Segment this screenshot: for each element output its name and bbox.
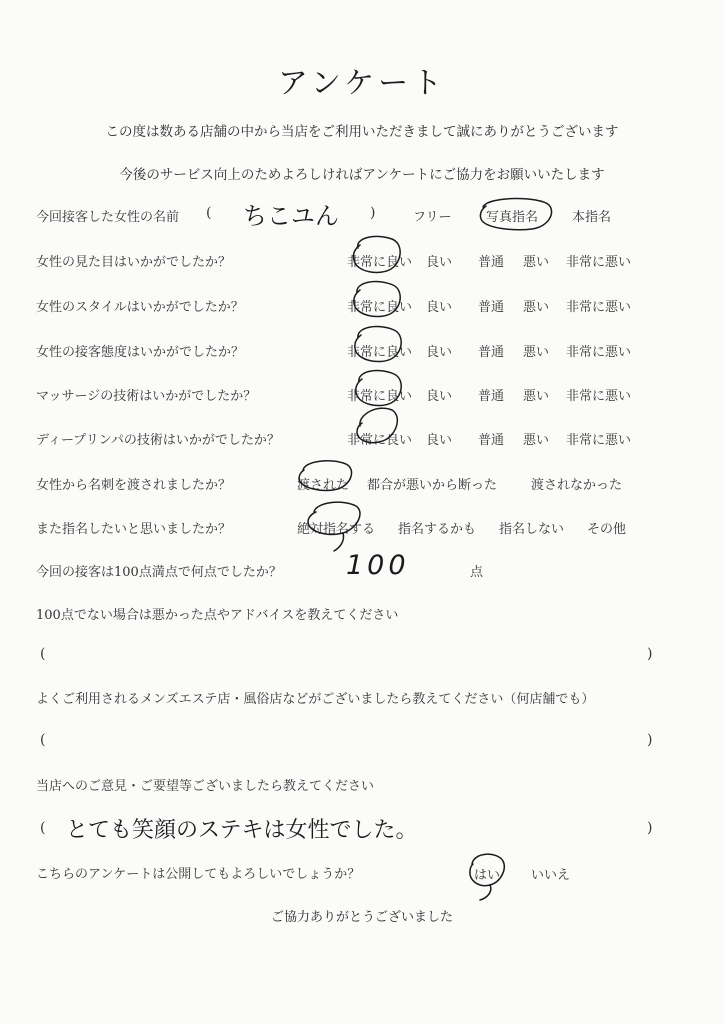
other-shops-paren-close: ) bbox=[647, 732, 653, 748]
card-option-received[interactable]: 渡された bbox=[297, 478, 350, 493]
rating-option-average[interactable]: 普通 bbox=[478, 255, 505, 270]
handwritten-feedback[interactable]: とても笑顔のステキは女性でした。 bbox=[66, 818, 418, 843]
rebook-question-label: また指名したいと思いましたか？ bbox=[36, 522, 232, 537]
feedback-question-label: 当店へのご意見・ご要望等ございましたら教えてください bbox=[36, 779, 375, 794]
selection-circle-lymph bbox=[357, 408, 397, 442]
selection-circle-appearance bbox=[353, 236, 400, 272]
other-shops-question-label: よくご利用されるメンズエステ店・風俗店などがございましたら教えてください（何店舗でも） bbox=[36, 692, 595, 707]
rating-option-good[interactable]: 良い bbox=[426, 433, 453, 448]
rating-option-very-bad[interactable]: 非常に悪い bbox=[566, 345, 632, 360]
score-unit: 点 bbox=[470, 565, 484, 580]
score-question-label: 今回の接客は100点満点で何点でしたか？ bbox=[36, 565, 282, 580]
name-option-regular[interactable]: 本指名 bbox=[572, 210, 612, 225]
name-question-label: 今回接客した女性の名前 bbox=[36, 210, 180, 225]
rating-option-very-bad[interactable]: 非常に悪い bbox=[566, 433, 632, 448]
name-option-free[interactable]: フリー bbox=[413, 210, 452, 225]
closing-message: ご協力ありがとうございました bbox=[270, 910, 453, 925]
card-option-not-received[interactable]: 渡されなかった bbox=[531, 478, 623, 493]
intro-line-2: 今後のサービス向上のためよろしければアンケートにご協力をお願いいたします bbox=[119, 167, 605, 183]
rating-question: 女性のスタイルはいかがでしたか？ bbox=[36, 300, 244, 315]
rating-option-bad[interactable]: 悪い bbox=[523, 345, 550, 360]
rating-option-average[interactable]: 普通 bbox=[478, 300, 505, 315]
rating-option-average[interactable]: 普通 bbox=[478, 389, 505, 404]
selection-circle-rebook-tail bbox=[334, 533, 344, 551]
rating-question: ディープリンパの技術はいかがでしたか？ bbox=[36, 433, 280, 448]
rating-option-very-bad[interactable]: 非常に悪い bbox=[566, 389, 632, 404]
feedback-paren-close: ) bbox=[647, 820, 653, 836]
handwritten-name[interactable]: ちこユん bbox=[243, 202, 339, 230]
rating-option-bad[interactable]: 悪い bbox=[523, 389, 550, 404]
rating-option-very-good[interactable]: 非常に良い bbox=[347, 389, 413, 404]
selection-circle-rebook bbox=[308, 502, 360, 534]
rating-option-very-bad[interactable]: 非常に悪い bbox=[566, 300, 632, 315]
rating-question: 女性の見た目はいかがでしたか？ bbox=[36, 255, 232, 270]
rating-option-good[interactable]: 良い bbox=[426, 345, 453, 360]
other-shops-paren-open: ( bbox=[40, 732, 46, 748]
name-option-photo[interactable]: 写真指名 bbox=[486, 210, 539, 225]
advice-paren-close: ) bbox=[647, 646, 653, 662]
selection-circle-publish-tail bbox=[480, 885, 491, 900]
rating-option-good[interactable]: 良い bbox=[426, 255, 453, 270]
intro-line-1: この度は数ある店舗の中から当店をご利用いただきまして誠にありがとうございます bbox=[105, 124, 619, 140]
advice-question-label: 100点でない場合は悪かった点やアドバイスを教えてください bbox=[36, 608, 399, 623]
feedback-paren-open: ( bbox=[40, 820, 46, 836]
rating-question: マッサージの技術はいかがでしたか？ bbox=[36, 389, 257, 404]
rating-option-very-good[interactable]: 非常に良い bbox=[347, 300, 413, 315]
publish-option-yes[interactable]: はい bbox=[474, 868, 501, 883]
card-option-declined[interactable]: 都合が悪いから断った bbox=[367, 478, 498, 493]
advice-paren-open: ( bbox=[40, 646, 46, 662]
rating-option-good[interactable]: 良い bbox=[426, 389, 453, 404]
rating-option-very-good[interactable]: 非常に良い bbox=[347, 255, 413, 270]
handwritten-score[interactable]: 100 bbox=[346, 550, 410, 581]
rating-option-good[interactable]: 良い bbox=[426, 300, 453, 315]
rating-option-average[interactable]: 普通 bbox=[478, 345, 505, 360]
publish-option-no[interactable]: いいえ bbox=[531, 868, 571, 883]
publish-question-label: こちらのアンケートは公開してもよろしいでしょうか？ bbox=[36, 867, 361, 882]
rating-option-very-good[interactable]: 非常に良い bbox=[347, 345, 413, 360]
rating-option-very-good[interactable]: 非常に良い bbox=[347, 433, 413, 448]
rating-option-bad[interactable]: 悪い bbox=[523, 433, 550, 448]
rating-option-bad[interactable]: 悪い bbox=[523, 255, 550, 270]
rating-option-average[interactable]: 普通 bbox=[478, 433, 505, 448]
rebook-option-other[interactable]: その他 bbox=[587, 522, 627, 537]
card-question-label: 女性から名刺を渡されましたか？ bbox=[36, 478, 232, 493]
selection-circle-massage bbox=[356, 371, 401, 406]
selection-circle-style bbox=[354, 282, 400, 317]
rebook-option-definitely[interactable]: 絶対指名する bbox=[297, 522, 376, 537]
selection-circle-attitude bbox=[355, 327, 401, 362]
selection-circle-photo-nomination bbox=[480, 198, 551, 229]
selection-circle-card-received bbox=[299, 461, 352, 491]
rating-option-bad[interactable]: 悪い bbox=[523, 300, 550, 315]
rating-question: 女性の接客態度はいかがでしたか？ bbox=[36, 345, 245, 360]
rebook-option-maybe[interactable]: 指名するかも bbox=[398, 522, 477, 537]
selection-circle-publish-yes bbox=[470, 854, 504, 885]
page-title: アンケート bbox=[277, 66, 447, 101]
name-paren-close: ) bbox=[370, 205, 376, 221]
name-paren-open: ( bbox=[206, 205, 212, 221]
rebook-option-no[interactable]: 指名しない bbox=[499, 522, 565, 537]
rating-option-very-bad[interactable]: 非常に悪い bbox=[566, 255, 632, 270]
